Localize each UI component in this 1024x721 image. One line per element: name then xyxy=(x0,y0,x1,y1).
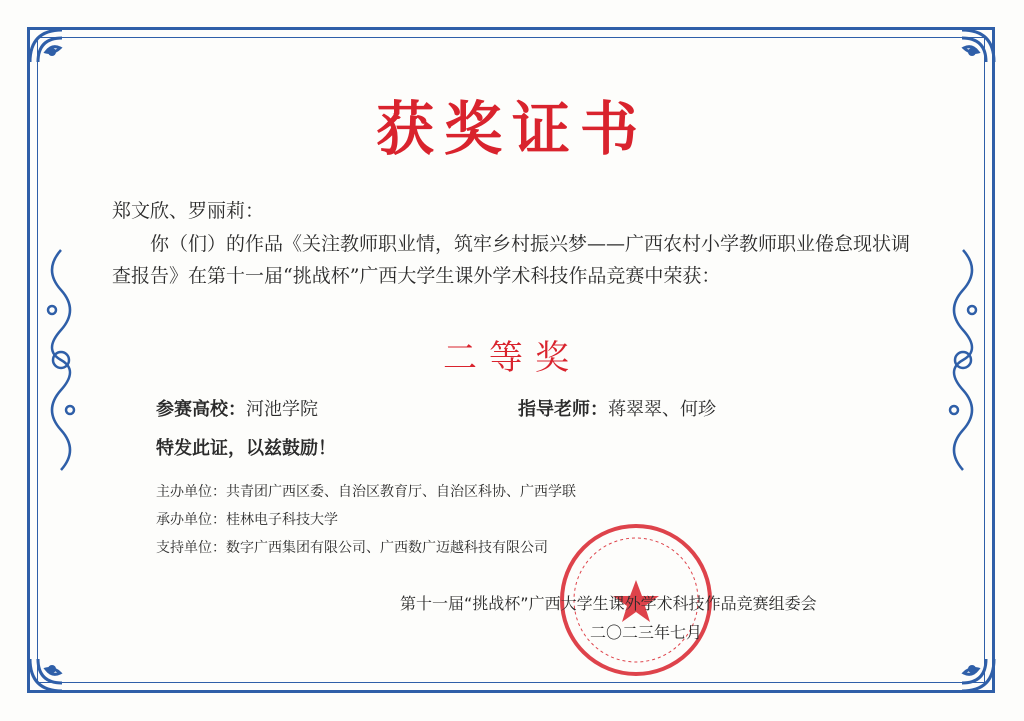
supporter-units: 支持单位：数字广西集团有限公司、广西数广迈越科技有限公司 xyxy=(156,540,548,556)
recipients: 郑文欣、罗丽莉： xyxy=(112,200,265,222)
issue-date: 二〇二三年七月 xyxy=(590,623,703,642)
host-units: 主办单位：共青团广西区委、自治区教育厅、自治区科协、广西学联 xyxy=(156,484,576,500)
school-label: 参赛高校： xyxy=(156,399,246,420)
award-level: 二等奖 xyxy=(443,338,581,378)
organizer-unit: 承办单位：桂林电子科技大学 xyxy=(156,512,338,528)
corner-ornament-bottom-left xyxy=(22,629,92,699)
corner-ornament-bottom-right xyxy=(932,629,1002,699)
advisor-label: 指导老师： xyxy=(518,399,608,420)
advisor-value: 蒋翠翠、何珍 xyxy=(608,399,716,420)
school-field xyxy=(156,395,318,421)
advisor-field xyxy=(518,395,716,421)
committee-name: 第十一届“挑战杯”广西大学生课外学术科技作品竞赛组委会 xyxy=(400,594,817,613)
school-value: 河池学院 xyxy=(246,399,318,420)
body-text: 你（们）的作品《关注教师职业情，筑牢乡村振兴梦——广西农村小学教师职业倦怠现状调查报告》在第十一届“挑战杯”广西大学生课外学术科技作品竞赛中荣获： xyxy=(112,233,911,287)
certificate-title: 获奖证书 xyxy=(375,95,648,163)
special-note: 特发此证，以兹鼓励！ xyxy=(156,438,336,459)
